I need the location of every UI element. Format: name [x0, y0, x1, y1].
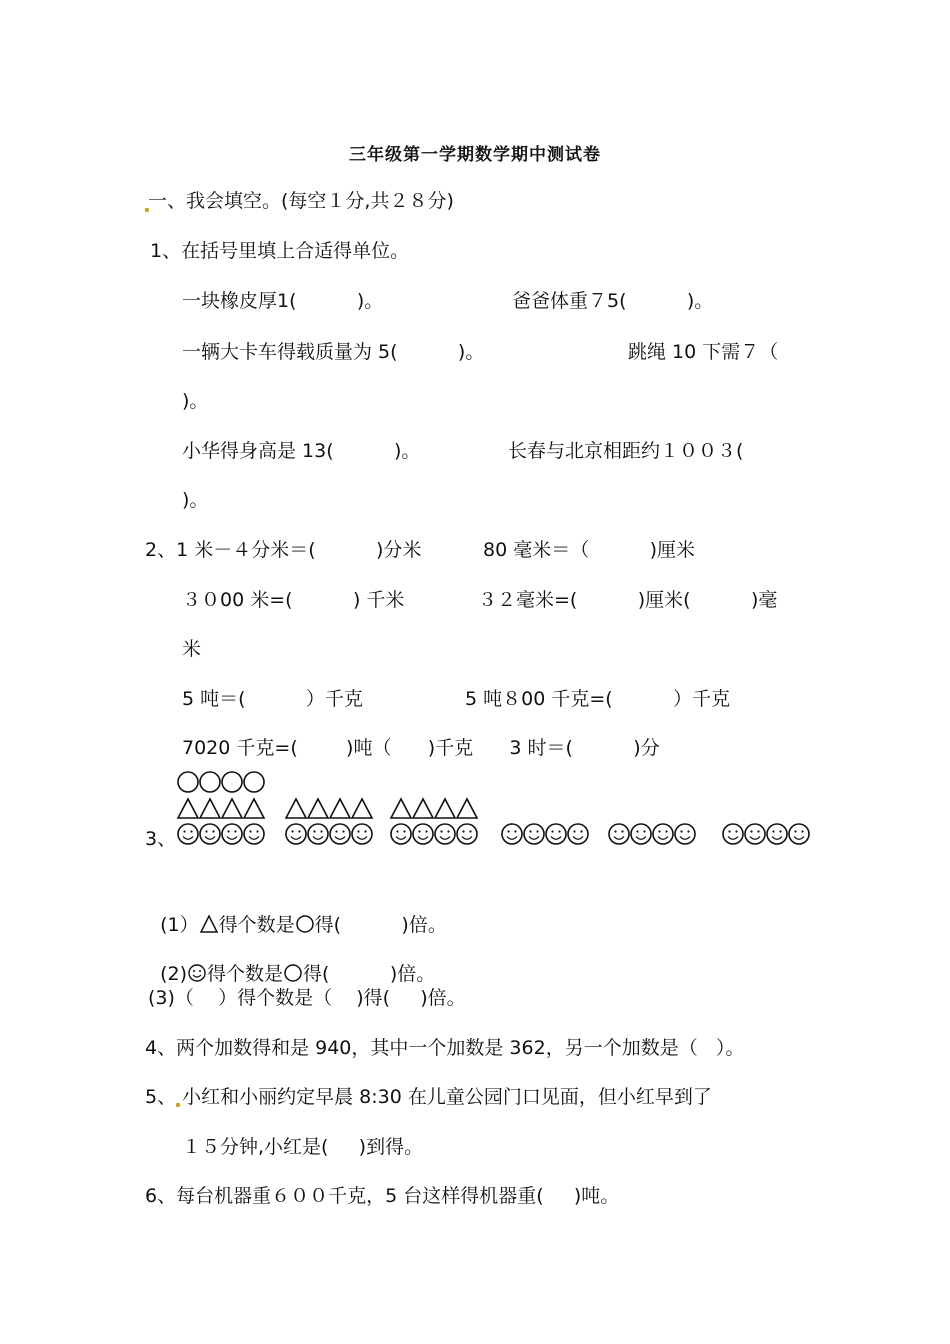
section-1-heading: 一、我会填空。(每空１分,共２８分)	[148, 190, 454, 212]
smiley-icon	[502, 824, 522, 844]
smiley-icon	[187, 963, 207, 983]
smiley-icon	[723, 824, 743, 844]
circle-icon	[200, 772, 220, 792]
q3-sub2	[148, 935, 435, 987]
triangle-icon	[244, 799, 264, 818]
smiley-icon	[568, 824, 588, 844]
q2-line3-right: 5 吨８00 千克=( ）千克	[465, 688, 731, 710]
q1-heading: 1、在括号里填上合适得单位。	[150, 240, 410, 262]
smiley-icon	[286, 824, 306, 844]
q3-sub1	[148, 886, 447, 938]
triangle-icon	[199, 914, 219, 934]
triangle-icon	[352, 799, 372, 818]
q3-sub2-mid: 得个数是	[207, 963, 284, 985]
smiley-icon	[435, 824, 455, 844]
circle-icon	[283, 963, 303, 983]
smiley-icon	[330, 824, 350, 844]
triangle-icon	[222, 799, 242, 818]
q2-line3-left: 5 吨＝( ）千克	[182, 688, 363, 710]
triangle-icon	[391, 799, 411, 818]
smiley-icon	[609, 824, 629, 844]
smiley-row	[178, 824, 809, 844]
q6-text: 6、每台机器重６００千克，5 台这样得机器重( )吨。	[145, 1185, 620, 1207]
triangle-icon	[200, 799, 220, 818]
smiley-icon	[178, 824, 198, 844]
q3-sub2-suffix: 得( )倍。	[303, 963, 436, 985]
q3-number: 3、	[145, 828, 177, 850]
q1-line3-left: 小华得身高是 13( )。	[182, 440, 421, 462]
q5-line2: １５分钟,小红是( )到得。	[182, 1136, 424, 1158]
smiley-icon	[457, 824, 477, 844]
q2-line2-wrap: 米	[182, 638, 202, 660]
q3-sub1-prefix: (1）	[160, 914, 199, 936]
q1-line2-wrap: )。	[182, 390, 209, 412]
smiley-icon	[352, 824, 372, 844]
circle-row	[178, 772, 264, 792]
q1-line1-right: 爸爸体重７5( )。	[512, 290, 714, 312]
smiley-icon	[546, 824, 566, 844]
q2-line1-left: 2、1 米－４分米＝( )分米	[145, 539, 422, 561]
q1-line3-right: 长春与北京相距约１００３(	[508, 440, 744, 462]
triangle-icon	[457, 799, 477, 818]
q2-line1-right: 80 毫米＝（ )厘米	[483, 539, 696, 561]
triangle-icon	[330, 799, 350, 818]
q1-line2-left: 一辆大卡车得载质量为 5( )。	[182, 341, 485, 363]
smiley-icon	[200, 824, 220, 844]
triangle-icon	[435, 799, 455, 818]
q1-line2-right: 跳绳 10 下需７（	[628, 341, 779, 363]
q3-sub1-mid: 得个数是	[218, 914, 295, 936]
triangle-icon	[178, 799, 198, 818]
q3-sub2-prefix: (2)	[160, 963, 188, 985]
q3-sub1-suffix: 得( )倍。	[314, 914, 447, 936]
q1-line1-left: 一块橡皮厚1( )。	[182, 290, 384, 312]
circle-icon	[178, 772, 198, 792]
smiley-icon	[653, 824, 673, 844]
circle-icon	[222, 772, 242, 792]
smiley-icon	[391, 824, 411, 844]
page-title: 三年级第一学期数学期中测试卷	[349, 145, 601, 165]
q2-line2-right: ３２毫米=( )厘米( )毫	[478, 589, 778, 611]
smiley-icon	[244, 824, 264, 844]
q4-text: 4、两个加数得和是 940，其中一个加数是 362，另一个加数是（ ）。	[145, 1037, 745, 1059]
triangle-icon	[413, 799, 433, 818]
smiley-icon	[413, 824, 433, 844]
smiley-icon	[631, 824, 651, 844]
triangle-icon	[308, 799, 328, 818]
circle-icon	[295, 914, 315, 934]
smiley-icon	[789, 824, 809, 844]
triangle-icon	[286, 799, 306, 818]
smiley-icon	[745, 824, 765, 844]
q3-sub3: (3)（ ）得个数是（ )得( )倍。	[148, 987, 466, 1009]
q5-line1: 5、 小红和小丽约定早晨 8:30 在儿童公园门口见面，但小红早到了	[145, 1086, 712, 1108]
triangle-row	[178, 799, 477, 818]
q2-line2-left: ３０00 米=( ) 千米	[182, 589, 405, 611]
smiley-icon	[308, 824, 328, 844]
smiley-icon	[675, 824, 695, 844]
circle-icon	[244, 772, 264, 792]
smiley-icon	[767, 824, 787, 844]
smiley-icon	[524, 824, 544, 844]
q1-line3-wrap: )。	[182, 489, 209, 511]
smiley-icon	[222, 824, 242, 844]
q2-line4: 7020 千克=( )吨（ )千克 3 时＝( )分	[182, 737, 660, 759]
